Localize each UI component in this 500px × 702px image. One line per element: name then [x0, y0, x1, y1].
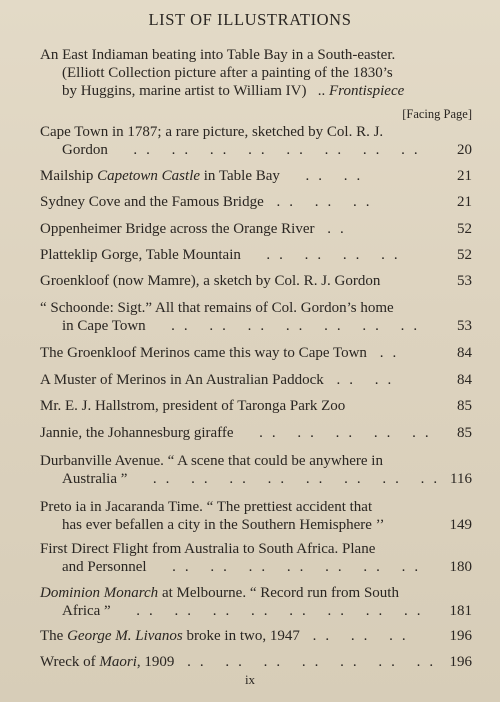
entry-line: Preto ia in Jacaranda Time. “ The prettiest accident that [40, 499, 373, 515]
list-item [40, 452, 472, 488]
entry-line [40, 558, 472, 576]
list-item [40, 653, 472, 671]
entry-text: Oppenheimer Bridge across the Orange River [40, 221, 315, 237]
entry-text: Platteklip Gorge, Table Mountain [40, 247, 241, 263]
leader-dots: .. .. [323, 372, 401, 388]
leader-dots: .. .. .. .. .. [233, 425, 438, 441]
page-number: 149 [449, 517, 472, 533]
entry-text: The [40, 628, 68, 644]
entry-line [40, 470, 472, 488]
list-item [40, 584, 472, 620]
page-folio: ix [244, 672, 256, 687]
entry-line: An East Indiaman beating into Table Bay in a South-easter. [40, 47, 396, 63]
leader-dots: .. .. .. .. .. .. .. [174, 654, 443, 670]
entry-text: Wreck of [40, 654, 100, 670]
entry-text: by Huggins, marine artist to William IV) [62, 83, 307, 99]
list-item [40, 167, 472, 185]
page-number: 21 [457, 168, 472, 184]
list-item [40, 123, 472, 159]
entry-text: Australia ” [62, 471, 128, 487]
leader-dots: .. .. .. [299, 628, 415, 644]
entry-line [40, 371, 472, 389]
entry-line: “ Schoonde: Sigt.” All that remains of Col. Gordon’s home [40, 300, 394, 316]
facing-page-label: [Facing Page] [402, 107, 472, 121]
entry-line: Mr. E. J. Hallstrom, president of Taronga Park Zoo [40, 398, 346, 414]
page-number: 196 [449, 628, 472, 644]
page-number: 116 [450, 471, 472, 487]
list-item [40, 540, 472, 576]
entry-text: and Personnel [62, 559, 147, 575]
entry-line: has ever befallen a city in the Southern Hemisphere ’’ [62, 517, 385, 533]
entry-text: at Melbourne. “ Record run from South [158, 585, 399, 601]
list-item [40, 627, 472, 645]
entry-text: Gordon [62, 142, 108, 158]
entry-line [40, 602, 472, 620]
leader-dots: .. .. .. .. .. .. .. [145, 318, 427, 334]
leader-dots: .. .. .. .. .. .. .. .. [107, 142, 427, 158]
ship-name: George M. Livanos [67, 628, 183, 644]
page-number: 52 [457, 221, 472, 237]
page-number: 84 [457, 345, 472, 361]
list-item [40, 299, 472, 335]
ship-name: Capetown Castle [97, 168, 201, 184]
list-item [40, 272, 472, 290]
entry-text: in Table Bay [200, 168, 280, 184]
entry-text: A Muster of Merinos in An Australian Paddock [40, 372, 324, 388]
page-number: 21 [457, 194, 472, 210]
frontispiece-entry [40, 46, 472, 100]
entry-line: First Direct Flight from Australia to South Africa. Plane [40, 541, 376, 557]
page-number: 84 [457, 372, 472, 388]
leader-dots: .. .. [279, 168, 370, 184]
page-number: 85 [457, 398, 472, 414]
list-item [40, 424, 472, 442]
entry-line: Groenkloof (now Mamre), a sketch by Col. R. J. Gordon [40, 273, 381, 289]
page-number: 196 [449, 654, 472, 670]
entry-line: Durbanville Avenue. “ A scene that could be anywhere in [40, 453, 383, 469]
page-number: 181 [449, 603, 472, 619]
entry-text: Africa ” [62, 603, 111, 619]
list-item [40, 220, 472, 238]
page-heading: LIST OF ILLUSTRATIONS [148, 10, 352, 29]
list-item [40, 246, 472, 264]
ship-name: Maori [99, 654, 137, 670]
entry-line [40, 317, 472, 335]
entry-line [40, 584, 472, 602]
list-item [40, 397, 472, 415]
entry-text: The Groenkloof Merinos came this way to Cape Town [40, 345, 367, 361]
list-item [40, 193, 472, 211]
list-item [40, 498, 472, 534]
entry-line [40, 167, 472, 185]
entry-line [40, 193, 472, 211]
entry-line: Cape Town in 1787; a rare picture, sketched by Col. R. J. [40, 124, 384, 140]
entry-line [40, 627, 472, 645]
page-number: 20 [457, 142, 472, 158]
entry-text: Mailship [40, 168, 98, 184]
leader-dots: .. .. .. [263, 194, 379, 210]
entry-line [40, 141, 472, 159]
leader-dots: .. .. .. .. .. .. .. .. [110, 603, 430, 619]
page-number: 53 [457, 318, 472, 334]
entry-line [40, 82, 472, 100]
entry-text: in Cape Town [62, 318, 146, 334]
list-item [40, 344, 472, 362]
page-number: 52 [457, 247, 472, 263]
entry-line [40, 246, 472, 264]
leader-dots: .. .. .. .. .. .. .. [146, 559, 428, 575]
leader-dots: .. [314, 221, 353, 237]
frontispiece-label: Frontispiece [329, 83, 405, 99]
ship-name: Dominion Monarch [40, 585, 159, 601]
entry-text: Sydney Cove and the Famous Bridge [40, 194, 264, 210]
page-number: 53 [457, 273, 472, 289]
entry-text: broke in two, 1947 [182, 628, 300, 644]
entry-line [40, 344, 472, 362]
page-number: 180 [449, 559, 472, 575]
leader-dots: .. .. .. .. .. .. .. .. [127, 471, 447, 487]
leader-dots: .. .. .. .. [240, 247, 407, 263]
entry-line: (Elliott Collection picture after a painting of the 1830’s [62, 65, 393, 81]
leader-dots: .. [317, 83, 326, 99]
entry-line [40, 424, 472, 442]
list-item [40, 371, 472, 389]
entry-line [40, 653, 472, 671]
entry-text: Jannie, the Johannesburg giraffe [40, 425, 234, 441]
leader-dots: .. [366, 345, 406, 361]
page-number: 85 [457, 425, 472, 441]
entry-line [40, 220, 472, 238]
entry-text: , 1909 [136, 654, 175, 670]
